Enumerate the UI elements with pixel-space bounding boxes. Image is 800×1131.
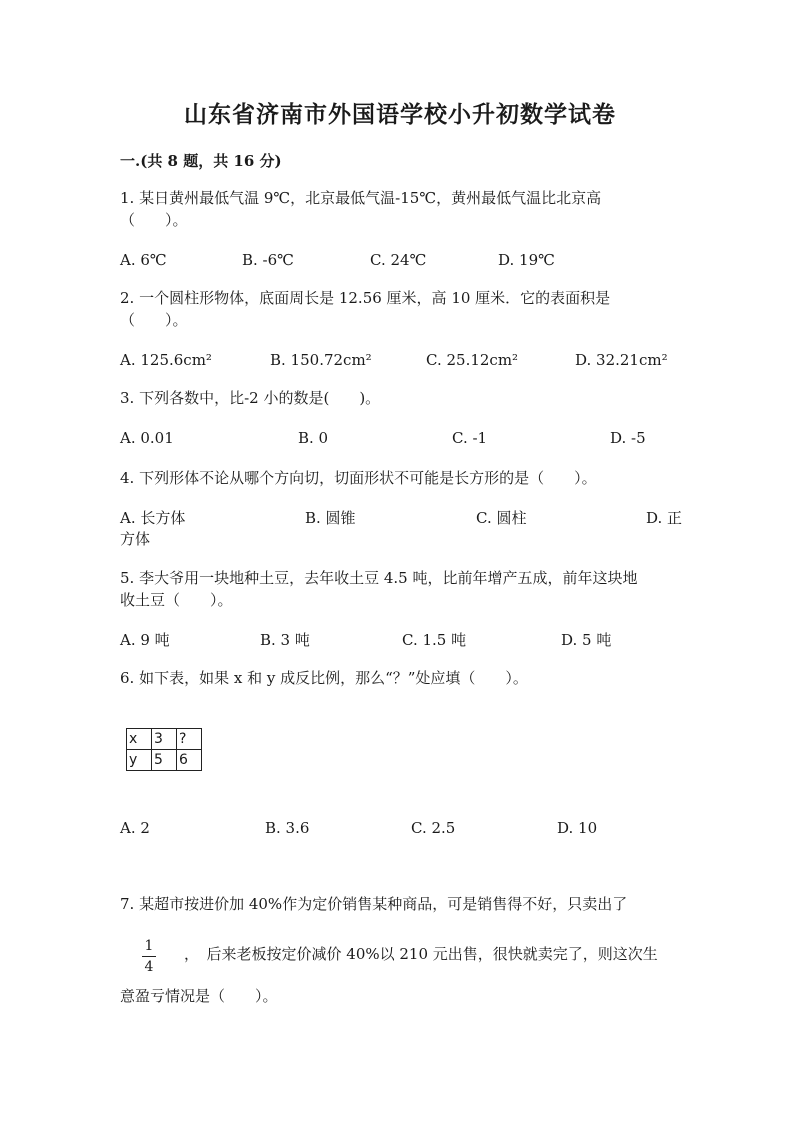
page-title: 山东省济南市外国语学校小升初数学试卷	[184, 101, 616, 128]
table-cell: 3	[152, 729, 177, 750]
question-1-line-2: （ ）。	[120, 211, 188, 229]
fraction-numerator: 1	[144, 938, 154, 954]
fraction-bar	[142, 956, 156, 957]
question-6-option-c: C. 2.5	[411, 819, 456, 837]
table-cell: y	[127, 750, 152, 771]
fraction-denominator: 4	[144, 959, 154, 975]
question-1-line-1: 1. 某日黄州最低气温 9℃，北京最低气温-15℃，黄州最低气温比北京高	[120, 189, 602, 207]
question-4-line-1: 4. 下列形体不论从哪个方向切，切面形状不可能是长方形的是（ ）。	[120, 469, 597, 487]
question-1-option-d: D. 19℃	[498, 251, 555, 269]
question-2-option-b: B. 150.72cm²	[270, 351, 372, 369]
question-2-line-1: 2. 一个圆柱形物体，底面周长是 12.56 厘米，高 10 厘米．它的表面积是	[120, 289, 611, 307]
table-cell: ?	[177, 729, 202, 750]
question-5-option-c: C. 1.5 吨	[402, 631, 467, 649]
question-1-option-b: B. -6℃	[242, 251, 294, 269]
table-cell: 5	[152, 750, 177, 771]
question-2-line-2: （ ）。	[120, 311, 188, 329]
section-heading: 一.(共 8 题，共 16 分)	[120, 152, 282, 170]
question-4-option-b: B. 圆锥	[305, 509, 356, 527]
question-4-option-a: A. 长方体	[120, 509, 186, 527]
table-cell: 6	[177, 750, 202, 771]
question-5-option-b: B. 3 吨	[260, 631, 310, 649]
question-6-option-b: B. 3.6	[265, 819, 310, 837]
question-3-line-1: 3. 下列各数中，比-2 小的数是( )。	[120, 389, 381, 407]
question-5-line-1: 5. 李大爷用一块地种土豆，去年收土豆 4.5 吨，比前年增产五成，前年这块地	[120, 569, 638, 587]
question-7-fraction	[142, 938, 156, 975]
table-row	[127, 750, 202, 771]
question-5-option-d: D. 5 吨	[561, 631, 612, 649]
table-row	[127, 729, 202, 750]
question-5-option-a: A. 9 吨	[120, 631, 170, 649]
table-cell: x	[127, 729, 152, 750]
question-6-option-d: D. 10	[557, 819, 598, 837]
question-7-line-2: ， 后来老板按定价减价 40%以 210 元出售，很快就卖完了，则这次生	[184, 945, 658, 963]
question-3-option-d: D. -5	[610, 429, 646, 447]
question-1-option-a: A. 6℃	[120, 251, 167, 269]
question-7-line-3: 意盈亏情况是（ ）。	[120, 987, 278, 1005]
question-2-option-c: C. 25.12cm²	[426, 351, 519, 369]
question-6-option-a: A. 2	[120, 819, 150, 837]
question-5-line-2: 收土豆（ ）。	[120, 591, 233, 609]
question-4-option-d: D. 正	[646, 509, 683, 527]
question-3-option-c: C. -1	[452, 429, 488, 447]
question-6-line-1: 6. 如下表，如果 x 和 y 成反比例，那么“？”处应填（ ）。	[120, 669, 528, 687]
question-7-line-1: 7. 某超市按进价加 40%作为定价销售某种商品，可是销售得不好，只卖出了	[120, 895, 628, 913]
question-4-option-c: C. 圆柱	[476, 509, 527, 527]
question-4-option-d-wrap: 方体	[120, 530, 151, 548]
question-1-option-c: C. 24℃	[370, 251, 427, 269]
question-2-option-d: D. 32.21cm²	[575, 351, 668, 369]
question-6-table	[126, 728, 202, 771]
question-2-option-a: A. 125.6cm²	[120, 351, 212, 369]
question-3-option-a: A. 0.01	[120, 429, 174, 447]
question-3-option-b: B. 0	[298, 429, 329, 447]
